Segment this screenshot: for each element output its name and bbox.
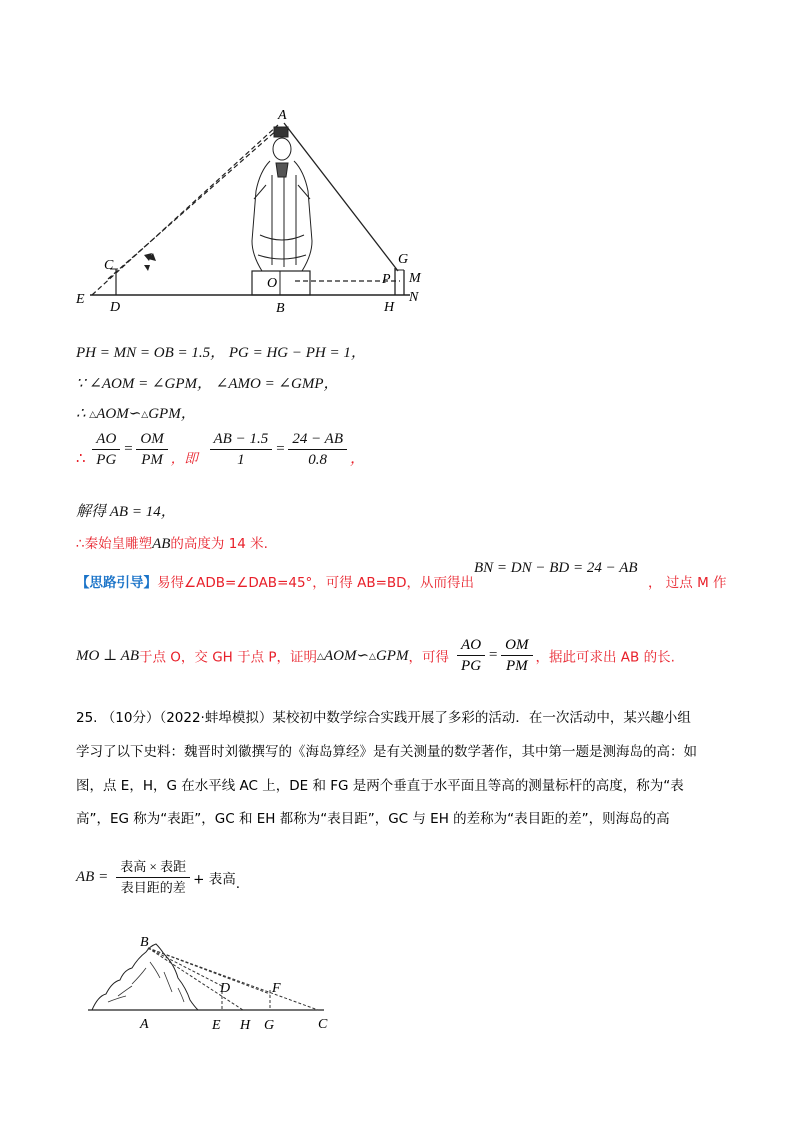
frac-den: PG — [96, 452, 117, 468]
frac-den: 1 — [237, 452, 245, 468]
label-a: A — [278, 108, 287, 123]
label-h: H — [384, 300, 395, 315]
fraction-ab-minus — [210, 430, 273, 469]
island-figure — [88, 932, 348, 1037]
triangle-icon: △ — [89, 409, 97, 419]
line-ag — [284, 123, 398, 271]
triangle-icon: △ — [141, 409, 149, 419]
line3-mid: AOM∽ — [96, 406, 142, 422]
triangle-icon: △ — [369, 651, 376, 661]
fraction-ao-pg — [92, 430, 120, 469]
comma: ， — [350, 450, 366, 467]
hint-text-2: ， 过点 M 作 — [648, 575, 727, 591]
statue-base — [252, 271, 310, 295]
frac-num: OM — [136, 430, 167, 450]
label-b: B — [140, 935, 149, 950]
hint-text-5: ，据此可求出 AB 的长. — [535, 649, 675, 666]
triangle-icon: △ — [317, 651, 324, 661]
solution-line-4 — [76, 430, 365, 469]
frac-num: AB − 1.5 — [210, 430, 273, 450]
solution-line-2: ∵ ∠AOM = ∠GPM， ∠AMO = ∠GMP， — [76, 376, 339, 392]
label-c: C — [318, 1017, 328, 1032]
fraction-24-minus — [288, 430, 347, 469]
eq-sign: = — [488, 647, 499, 663]
frac-den: PM — [506, 658, 528, 674]
sightline-dashed — [92, 125, 278, 295]
sightline-b-d — [148, 948, 222, 986]
formula-lhs: AB = — [76, 869, 109, 885]
arrow-down-2 — [144, 265, 150, 271]
formula-fraction — [116, 858, 190, 897]
formula-end: . — [235, 876, 241, 892]
solution-line-3 — [76, 402, 196, 423]
sim-2: GPM — [375, 648, 409, 664]
line6-pre: ∴秦始皇雕塑 — [76, 536, 153, 552]
hint-line-1 — [76, 571, 474, 591]
label-f: F — [272, 981, 281, 996]
label-p: P — [382, 272, 391, 287]
sightline-parallel-dashed — [108, 129, 278, 279]
therefore-symbol: ∴ — [76, 450, 86, 467]
label-n: N — [409, 290, 419, 305]
label-d: D — [110, 300, 121, 315]
sightline-b-h — [148, 948, 243, 1010]
hint-fraction-ao-pg — [457, 636, 485, 675]
line6-post: 的高度为 14 米. — [170, 536, 268, 552]
label-e: E — [212, 1018, 221, 1033]
frac-num: 24 − AB — [288, 430, 347, 450]
label-g: G — [264, 1018, 275, 1033]
island-texture — [108, 962, 184, 1002]
fraction-om-pm — [136, 430, 167, 469]
hint-formula-1: BN = DN − BD = 24 − AB — [474, 560, 638, 576]
frac-num: 表高 × 表距 — [116, 858, 190, 878]
solution-line-1: PH = MN = OB = 1.5， PG = HG − PH = 1， — [76, 345, 366, 361]
label-m: M — [409, 271, 421, 286]
line3-prefix: ∴ — [76, 406, 90, 422]
solution-line-5: 解得 AB = 14， — [76, 504, 176, 520]
hint-line-2 — [76, 636, 675, 675]
formula-plus: + 表高 — [193, 871, 236, 888]
problem25-line-3: 图，点 E，H，G 在水平线 AC 上，DE 和 FG 是两个垂直于水平面且等高的测量标杆的高度，称为“表 — [76, 778, 684, 794]
frac-den: 0.8 — [308, 452, 328, 468]
frac-num: AO — [457, 636, 485, 656]
label-e: E — [76, 292, 85, 307]
statue-figure — [70, 105, 440, 320]
label-g: G — [398, 252, 409, 267]
hint-similarity — [317, 648, 408, 664]
label-o: O — [267, 276, 278, 291]
frac-num: OM — [501, 636, 532, 656]
label-a: A — [140, 1017, 149, 1032]
hint-formula-2: MO ⊥ AB — [76, 648, 139, 664]
island-icon — [92, 944, 198, 1010]
hint-fraction-om-pm — [501, 636, 532, 675]
label-b: B — [276, 301, 285, 316]
eq-sign: = — [123, 440, 134, 457]
eq-sign: = — [275, 440, 286, 457]
frac-den: 表目距的差 — [120, 880, 186, 895]
ji-text: ，即 — [170, 450, 198, 467]
label-h: H — [240, 1018, 251, 1033]
problem25-line-2: 学习了以下史料：魏晋时刘徽撰写的《海岛算经》是有关测量的数学著作，其中第一题是测海岛的高：如 — [76, 744, 697, 760]
sightline-b-f — [148, 948, 270, 994]
line3-end: GPM， — [148, 406, 196, 422]
problem25-line-1: 25. （10分）（2022·蚌埠模拟）某校初中数学综合实践开展了多彩的活动．在一次活动中，某兴趣小组 — [76, 710, 691, 726]
hint-tag: 【思路引导】 — [76, 575, 157, 591]
problem25-line-4: 高”，EG 称为“表距”，GC 和 EH 都称为“表目距”，GC 与 EH 的差称为“表目距的差”，则海岛的高 — [76, 811, 670, 827]
problem25-formula — [76, 858, 240, 897]
frac-den: PM — [141, 452, 163, 468]
hint-text-4: ，可得 — [408, 649, 449, 666]
hint-text-1: 易得∠ADB=∠DAB=45°，可得 AB=BD，从而得出 — [157, 575, 475, 591]
solution-line-6 — [76, 532, 268, 553]
label-d: D — [220, 981, 231, 996]
label-c: C — [104, 258, 114, 273]
hint-text-3: 于点 O，交 GH 于点 P，证明 — [139, 649, 318, 666]
sim-1: AOM∽ — [323, 648, 370, 664]
frac-den: PG — [461, 658, 482, 674]
line6-ab: AB — [152, 536, 171, 552]
frac-num: AO — [92, 430, 120, 450]
